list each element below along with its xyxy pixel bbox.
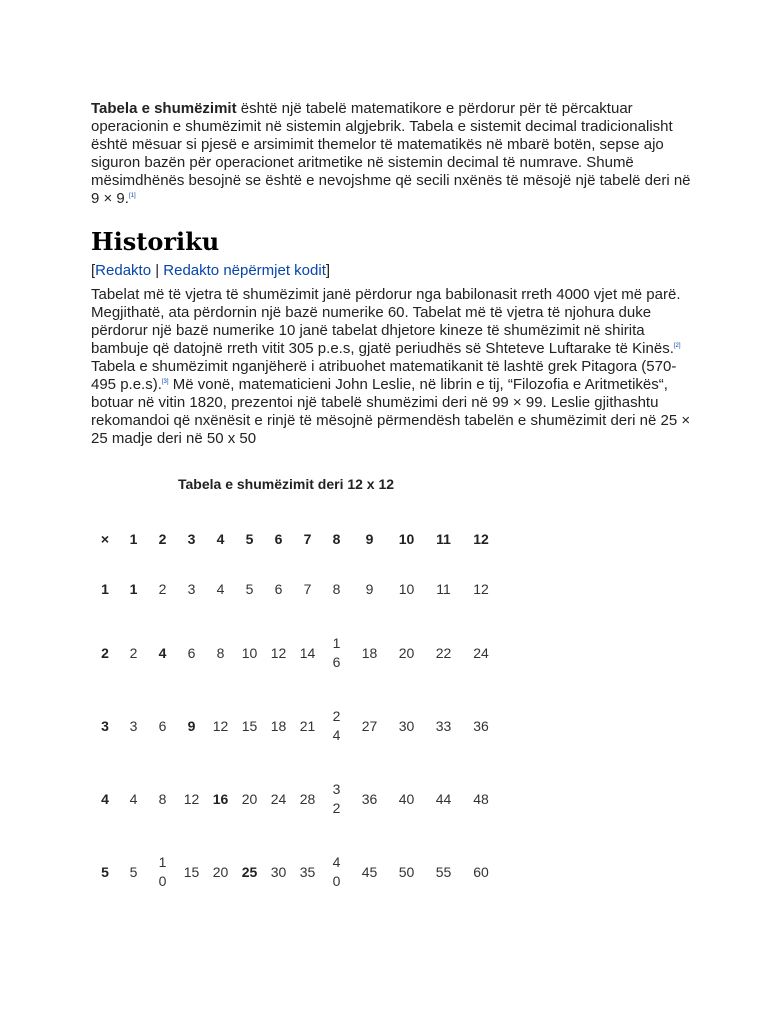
intro-text: është një tabelë matematikore e përdorur për të përcaktuar operacionin e shumëzimit në sistemin algjebrik. Tabela e sistemit decimal tradicionalisht është mësuar si pjesë e arsimimit themelor të matematikës në mbarë botën, sepse ajo siguron bazën për operacionet aritmetike në sistemin decimal të numrave. Shumë mësimdhënës besojnë se është e nevojshme që secili nxënës të mësojë një tabelë deri në 9 × 9. <box>91 100 691 207</box>
table-cell: 8 <box>332 580 341 597</box>
table-cell: 33 <box>435 717 452 734</box>
table-cell: 36 <box>473 717 489 734</box>
table-cell: 6 <box>274 580 283 597</box>
table-cell: 8 <box>216 644 225 661</box>
table-row <box>91 689 500 762</box>
table-cell: 30 <box>398 717 415 734</box>
table-cell-value: 40 <box>332 853 341 889</box>
edit-links <box>91 262 691 280</box>
table-cell: 20 <box>241 790 258 807</box>
row-header: 3 <box>101 717 109 734</box>
table-cell: 12 <box>270 644 287 661</box>
table-cell: 12 <box>473 580 489 597</box>
reference-link-3[interactable]: [3] <box>161 379 169 385</box>
table-cell <box>322 689 351 762</box>
table-cell: 12 <box>183 790 200 807</box>
table-cell: 20 <box>212 863 229 880</box>
row-header: 1 <box>101 580 109 597</box>
column-header: 12 <box>473 530 489 547</box>
table-cell: 11 <box>436 580 451 597</box>
table-cell: 6 <box>158 717 167 734</box>
reference-link-1[interactable]: [1] <box>128 193 136 199</box>
table-row <box>91 561 500 616</box>
table-cell: 10 <box>398 580 415 597</box>
table-cell: 50 <box>398 863 415 880</box>
table-cell: 16 <box>212 790 229 807</box>
table-cell-value: 24 <box>332 707 341 743</box>
column-header: 4 <box>216 530 225 547</box>
table-cell: 20 <box>398 644 415 661</box>
table-cell: 2 <box>158 580 167 597</box>
table-cell: 4 <box>216 580 225 597</box>
edit-bracket-close: ] <box>325 262 331 279</box>
table-cell: 10 <box>241 644 258 661</box>
reference-link-2[interactable]: [2] <box>673 343 681 349</box>
table-cell: 18 <box>270 717 287 734</box>
row-header: 5 <box>101 863 109 880</box>
table-cell: 14 <box>299 644 316 661</box>
table-cell: 4 <box>158 644 167 661</box>
table-cell: 24 <box>473 644 489 661</box>
intro-paragraph <box>91 100 691 208</box>
table-cell: 5 <box>245 580 254 597</box>
table-row <box>91 762 500 835</box>
table-cell: 15 <box>183 863 200 880</box>
table-cell <box>322 616 351 689</box>
column-header: 2 <box>158 530 167 547</box>
edit-bracket-open: [ <box>91 262 96 279</box>
table-cell-value: 16 <box>332 634 341 670</box>
article-body <box>91 100 691 448</box>
table-cell: 21 <box>299 717 316 734</box>
table-cell <box>322 762 351 835</box>
table-cell: 12 <box>212 717 229 734</box>
table-cell: 25 <box>241 863 258 880</box>
table-cell: 1 <box>129 580 138 597</box>
table-cell: 45 <box>361 863 378 880</box>
table-cell <box>148 835 177 908</box>
history-text-1: Tabelat më të vjetra të shumëzimit janë përdorur nga babilonasit rreth 4000 vjet më parë. Megjithatë, ata përdornin një bazë numerike 60. Tabelat më të vjetra të njohura duke përdorur një bazë numerike 10 janë tabelat dhjetore kineze të shumëzimit në shirita bambuje që datojnë rreth vitit 305 p.e.s, gjatë periudhës së Shteteve Luftarake të Kinës. <box>91 286 681 357</box>
table-header-row <box>91 516 500 561</box>
table-cell: 9 <box>187 717 196 734</box>
table-cell: 22 <box>435 644 452 661</box>
table-cell-value: 10 <box>158 853 167 889</box>
table-cell: 15 <box>241 717 258 734</box>
history-text-3: Më vonë, matematicieni John Leslie, në librin e tij, “Filozofia e Aritmetikës“, botuar në vitin 1820, prezentoi një tabelë shumëzimi deri në 99 × 99. Leslie gjithashtu rekomandoi që nxënësit e rinjë të mësojnë përmendësh tabelën e shumëzimit deri në 25 × 25 madje deri në 50 x 50 <box>91 376 691 447</box>
section-heading-historiku: Historiku <box>91 227 220 256</box>
table-cell: 8 <box>158 790 167 807</box>
column-header: 11 <box>436 530 451 547</box>
table-caption: Tabela e shumëzimit deri 12 x 12 <box>178 476 395 492</box>
history-paragraph <box>91 286 691 448</box>
table-cell: 40 <box>398 790 415 807</box>
table-cell: 9 <box>365 580 374 597</box>
edit-separator: | <box>151 262 164 279</box>
table-cell: 55 <box>435 863 452 880</box>
table-cell: 6 <box>187 644 196 661</box>
table-cell: 28 <box>299 790 316 807</box>
row-header: 2 <box>101 644 109 661</box>
table-cell: 27 <box>361 717 378 734</box>
table-cell <box>322 835 351 908</box>
table-corner-cell: × <box>100 530 110 547</box>
table-cell: 36 <box>361 790 378 807</box>
column-header: 3 <box>187 530 196 547</box>
column-header: 1 <box>129 530 138 547</box>
column-header: 6 <box>274 530 283 547</box>
table-row <box>91 835 500 908</box>
table-cell: 44 <box>435 790 452 807</box>
table-cell: 18 <box>361 644 378 661</box>
edit-link[interactable]: Redakto <box>95 262 152 279</box>
table-cell: 4 <box>129 790 138 807</box>
table-cell: 30 <box>270 863 287 880</box>
table-cell: 24 <box>270 790 287 807</box>
edit-source-link[interactable]: Redakto nëpërmjet kodit <box>163 262 326 279</box>
table-cell: 5 <box>129 863 138 880</box>
table-cell: 7 <box>303 580 312 597</box>
multiplication-table <box>91 516 500 908</box>
column-header: 7 <box>303 530 312 547</box>
intro-bold-term: Tabela e shumëzimit <box>91 100 237 117</box>
table-cell: 48 <box>473 790 489 807</box>
table-cell: 60 <box>473 863 489 880</box>
table-cell: 2 <box>129 644 138 661</box>
row-header: 4 <box>101 790 109 807</box>
table-cell: 3 <box>187 580 196 597</box>
column-header: 9 <box>365 530 374 547</box>
table-cell: 3 <box>129 717 138 734</box>
history-text-2: Tabela e shumëzimit nganjëherë i atribuohet matematikanit të lashtë grek Pitagora (570-495 p.e.s). <box>91 358 677 393</box>
table-cell: 35 <box>299 863 316 880</box>
column-header: 5 <box>245 530 254 547</box>
table-cell-value: 32 <box>332 780 341 816</box>
table-row <box>91 616 500 689</box>
column-header: 10 <box>398 530 415 547</box>
column-header: 8 <box>332 530 341 547</box>
